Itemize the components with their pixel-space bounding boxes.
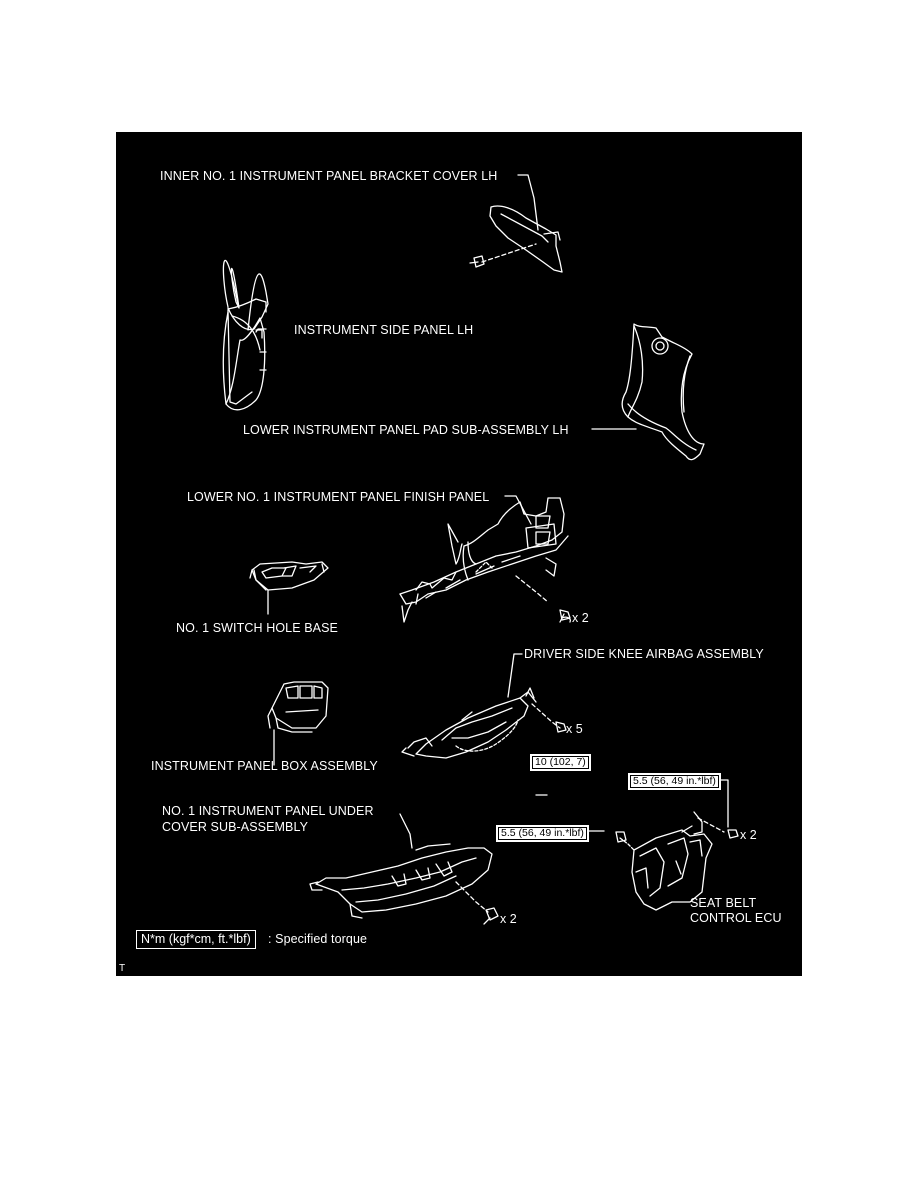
figure-id: T <box>119 963 126 974</box>
side-panel-drawing <box>223 260 268 409</box>
panel-box-drawing <box>268 682 328 732</box>
label-seat-belt-line1: SEAT BELT <box>690 896 757 910</box>
parts-illustration <box>116 132 802 976</box>
qty-finish-panel-bolts: x 2 <box>572 611 589 625</box>
label-pad-subassembly: LOWER INSTRUMENT PANEL PAD SUB-ASSEMBLY LH <box>243 423 569 437</box>
qty-airbag-bolts: x 5 <box>566 722 583 736</box>
under-cover-drawing <box>310 844 498 924</box>
bracket-cover-drawing <box>470 206 562 272</box>
label-side-panel: INSTRUMENT SIDE PANEL LH <box>294 323 474 337</box>
qty-under-cover-bolts: x 2 <box>500 912 517 926</box>
qty-ecu-bolts: x 2 <box>740 828 757 842</box>
label-knee-airbag: DRIVER SIDE KNEE AIRBAG ASSEMBLY <box>524 647 764 661</box>
label-bracket-cover: INNER NO. 1 INSTRUMENT PANEL BRACKET COVER LH <box>160 169 498 183</box>
knee-airbag-drawing <box>402 688 566 758</box>
label-finish-panel: LOWER NO. 1 INSTRUMENT PANEL FINISH PANEL <box>187 490 490 504</box>
torque-box-ecu-upper: 5.5 (56, 49 in.*lbf) <box>628 773 721 790</box>
torque-box-airbag: 10 (102, 7) <box>530 754 591 771</box>
label-panel-box: INSTRUMENT PANEL BOX ASSEMBLY <box>151 759 378 773</box>
label-under-cover-line2: COVER SUB-ASSEMBLY <box>162 820 309 834</box>
legend-description: : Specified torque <box>268 932 368 946</box>
pad-subassembly-drawing <box>622 324 704 460</box>
label-switch-hole-base: NO. 1 SWITCH HOLE BASE <box>176 621 338 635</box>
switch-hole-base-drawing <box>250 562 328 590</box>
legend-torque-unit-box: N*m (kgf*cm, ft.*lbf) <box>136 930 256 949</box>
label-under-cover-line1: NO. 1 INSTRUMENT PANEL UNDER <box>162 804 374 818</box>
finish-panel-drawing <box>400 498 570 622</box>
label-seat-belt-line2: CONTROL ECU <box>690 911 782 925</box>
torque-box-ecu-left: 5.5 (56, 49 in.*lbf) <box>496 825 589 842</box>
exploded-parts-diagram <box>116 132 802 976</box>
